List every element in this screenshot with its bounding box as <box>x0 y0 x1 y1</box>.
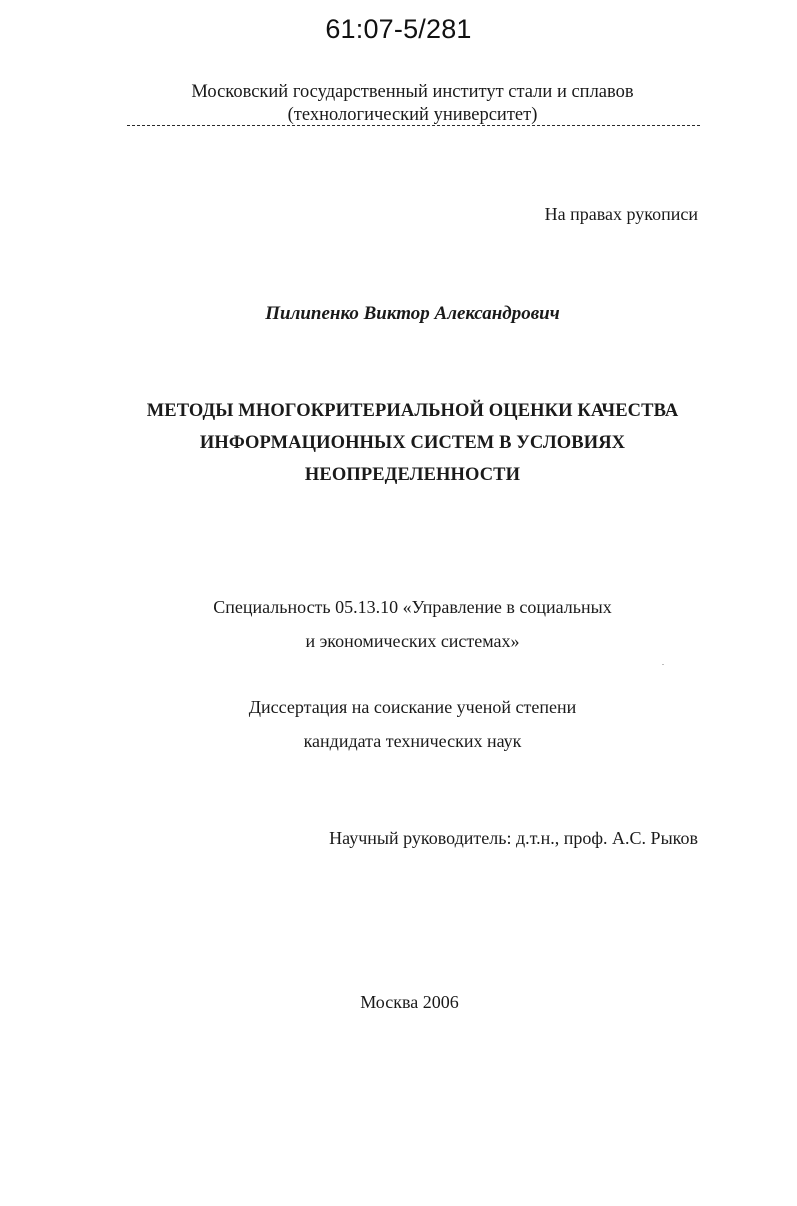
scan-speck <box>662 664 664 665</box>
rights-note: На правах рукописи <box>544 204 698 224</box>
header-divider <box>127 125 700 126</box>
catalog-number: 61:07-5/281 <box>325 14 472 44</box>
place-and-year: Москва 2006 <box>360 992 459 1012</box>
degree-line-2: кандидата технических наук <box>303 731 522 751</box>
thesis-title-line-2: ИНФОРМАЦИОННЫХ СИСТЕМ В УСЛОВИЯХ <box>199 433 626 453</box>
scientific-supervisor: Научный руководитель: д.т.н., проф. А.С. Рыков <box>329 828 698 848</box>
degree-line-1: Диссертация на соискание ученой степени <box>248 697 577 717</box>
specialty-line-1: Специальность 05.13.10 «Управление в социальных <box>213 597 612 617</box>
institution-subtitle: (технологический университет) <box>287 105 538 125</box>
author-name: Пилипенко Виктор Александрович <box>265 303 560 324</box>
thesis-title-line-1: МЕТОДЫ МНОГОКРИТЕРИАЛЬНОЙ ОЦЕНКИ КАЧЕСТВА <box>146 401 679 421</box>
specialty-line-2: и экономических системах» <box>305 631 520 651</box>
institution-name: Московский государственный институт стали и сплавов <box>191 82 634 102</box>
thesis-title-line-3: НЕОПРЕДЕЛЕННОСТИ <box>304 465 521 485</box>
